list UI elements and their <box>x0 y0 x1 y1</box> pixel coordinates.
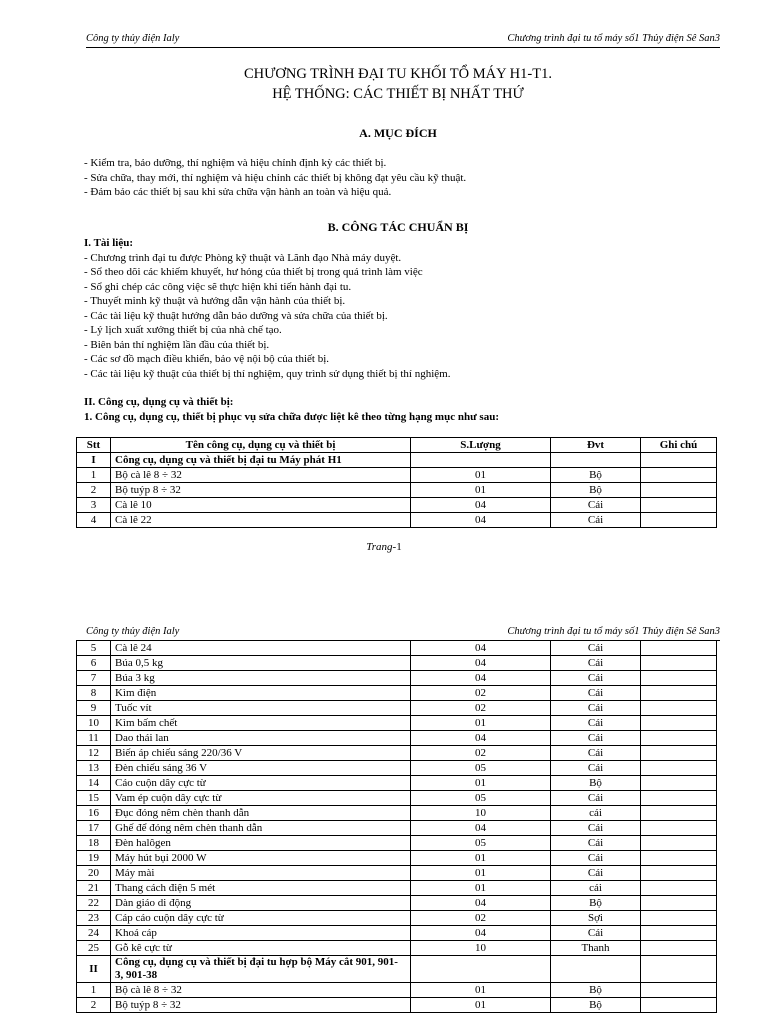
cell-unit <box>551 453 641 468</box>
list-item: - Các tài liệu kỹ thuật hướng dẫn bảo dưỡng và sửa chữa của thiết bị. <box>84 309 388 322</box>
cell-stt: 25 <box>77 941 111 956</box>
cell-name: Khoá cáp <box>111 926 411 941</box>
cell-stt: 2 <box>77 998 111 1013</box>
cell-note <box>641 926 717 941</box>
tools-table-page-2 <box>76 640 717 1013</box>
cell-unit: Cái <box>551 513 641 528</box>
cell-quantity: 04 <box>411 641 551 656</box>
column-header: S.Lượng <box>411 438 551 453</box>
cell-name: Bộ cà lê 8 ÷ 32 <box>111 983 411 998</box>
cell-name: Kìm bấm chết <box>111 716 411 731</box>
cell-note <box>641 701 717 716</box>
cell-unit: Bộ <box>551 998 641 1013</box>
cell-quantity: 04 <box>411 671 551 686</box>
table-row <box>77 483 717 498</box>
cell-quantity: 04 <box>411 731 551 746</box>
cell-quantity: 01 <box>411 983 551 998</box>
cell-note <box>641 716 717 731</box>
cell-note <box>641 731 717 746</box>
cell-stt: 2 <box>77 483 111 498</box>
cell-quantity: 04 <box>411 498 551 513</box>
cell-note <box>641 671 717 686</box>
cell-note <box>641 746 717 761</box>
cell-note <box>641 791 717 806</box>
tools-title: II. Công cụ, dụng cụ và thiết bị: <box>84 396 234 408</box>
cell-quantity: 05 <box>411 836 551 851</box>
documents-title: I. Tài liệu: <box>84 237 134 249</box>
cell-unit <box>551 956 641 983</box>
table-row <box>77 731 717 746</box>
cell-note <box>641 983 717 998</box>
tools-intro: 1. Công cụ, dụng cụ, thiết bị phục vụ sửa chữa được liệt kê theo từng hạng mục như sau: <box>84 410 499 423</box>
cell-name: Đục đóng nêm chèn thanh dẫn <box>111 806 411 821</box>
cell-quantity: 04 <box>411 513 551 528</box>
cell-stt: 15 <box>77 791 111 806</box>
cell-name: Máy mài <box>111 866 411 881</box>
section-a-list <box>84 156 720 200</box>
title-line-1: CHƯƠNG TRÌNH ĐẠI TU KHỐI TỔ MÁY H1-T1. <box>244 66 552 82</box>
cell-name: Công cụ, dụng cụ và thiết bị đại tu Máy phát H1 <box>111 453 411 468</box>
table-row <box>77 761 717 776</box>
cell-unit: Bộ <box>551 776 641 791</box>
cell-quantity: 05 <box>411 791 551 806</box>
page-header <box>86 626 720 641</box>
cell-name: Bộ tuýp 8 ÷ 32 <box>111 483 411 498</box>
table-row <box>77 998 717 1013</box>
table-row <box>77 716 717 731</box>
document-title <box>76 64 720 104</box>
header-company: Công ty thủy điện Ialy <box>86 626 180 637</box>
table-row <box>77 983 717 998</box>
cell-stt: 6 <box>77 656 111 671</box>
page-footer <box>0 541 768 553</box>
list-item: - Lý lịch xuất xưởng thiết bị của nhà chế tạo. <box>84 324 282 336</box>
cell-note <box>641 836 717 851</box>
table-row <box>77 851 717 866</box>
cell-quantity <box>411 956 551 983</box>
tools-table-page-1 <box>76 437 717 528</box>
column-header: Đvt <box>551 438 641 453</box>
list-item: - Thuyết minh kỹ thuật và hướng dẫn vận hành của thiết bị. <box>84 295 346 307</box>
cell-name: Tuốc vít <box>111 701 411 716</box>
table-row <box>77 701 717 716</box>
cell-stt: 19 <box>77 851 111 866</box>
section-a-heading: A. MỤC ĐÍCH <box>359 126 437 140</box>
cell-name: Công cụ, dụng cụ và thiết bị đại tu hợp bộ Máy cắt 901, 901-3, 901-38 <box>111 956 411 983</box>
cell-note <box>641 806 717 821</box>
cell-stt: 22 <box>77 896 111 911</box>
cell-unit: Cái <box>551 791 641 806</box>
table-row <box>77 836 717 851</box>
cell-name: Đèn halôgen <box>111 836 411 851</box>
column-header: Tên công cụ, dụng cụ và thiết bị <box>111 438 411 453</box>
cell-quantity: 04 <box>411 926 551 941</box>
cell-name: Cà lê 24 <box>111 641 411 656</box>
cell-quantity: 04 <box>411 821 551 836</box>
cell-note <box>641 866 717 881</box>
cell-note <box>641 453 717 468</box>
cell-name: Búa 0,5 kg <box>111 656 411 671</box>
table-row <box>77 498 717 513</box>
table-row <box>77 926 717 941</box>
cell-name: Dàn giáo di động <box>111 896 411 911</box>
table-row <box>77 468 717 483</box>
list-item: - Các tài liệu kỹ thuật của thiết bị thí nghiệm, quy trình sử dụng thiết bị thí nghiệm. <box>84 367 451 380</box>
table-row <box>77 791 717 806</box>
footer-label: Trang- <box>366 541 397 553</box>
cell-note <box>641 776 717 791</box>
list-item: - Sổ theo dõi các khiếm khuyết, hư hỏng của thiết bị trong quá trình làm việc <box>84 266 423 278</box>
cell-quantity: 10 <box>411 806 551 821</box>
cell-quantity: 01 <box>411 468 551 483</box>
table-row <box>77 746 717 761</box>
cell-quantity: 01 <box>411 716 551 731</box>
list-item: - Đảm bảo các thiết bị sau khi sửa chữa vận hành an toàn và hiệu quả. <box>84 186 392 198</box>
page-header <box>86 33 720 48</box>
table-row <box>77 656 717 671</box>
cell-unit: Bộ <box>551 896 641 911</box>
cell-note <box>641 513 717 528</box>
cell-unit: Cái <box>551 671 641 686</box>
cell-quantity: 10 <box>411 941 551 956</box>
cell-unit: Cái <box>551 866 641 881</box>
cell-quantity: 01 <box>411 851 551 866</box>
header-program: Chương trình đại tu tổ máy số1 Thủy điện Sê San3 <box>507 33 720 44</box>
cell-unit: cái <box>551 806 641 821</box>
cell-unit: Bộ <box>551 468 641 483</box>
cell-stt: 21 <box>77 881 111 896</box>
cell-unit: Bộ <box>551 983 641 998</box>
cell-stt: 17 <box>77 821 111 836</box>
cell-stt: 16 <box>77 806 111 821</box>
cell-note <box>641 896 717 911</box>
table-row <box>77 806 717 821</box>
list-item: - Chương trình đại tu được Phòng kỹ thuật và Lãnh đạo Nhà máy duyệt. <box>84 251 402 264</box>
cell-stt: 7 <box>77 671 111 686</box>
cell-stt: 1 <box>77 983 111 998</box>
cell-note <box>641 656 717 671</box>
column-header: Stt <box>77 438 111 453</box>
cell-note <box>641 851 717 866</box>
cell-quantity: 01 <box>411 866 551 881</box>
cell-quantity <box>411 453 551 468</box>
cell-name: Kìm điện <box>111 686 411 701</box>
cell-stt: 12 <box>77 746 111 761</box>
cell-quantity: 04 <box>411 656 551 671</box>
column-header: Ghi chú <box>641 438 717 453</box>
cell-quantity: 05 <box>411 761 551 776</box>
cell-note <box>641 498 717 513</box>
table-header-row <box>77 438 717 453</box>
header-program: Chương trình đại tu tổ máy số1 Thủy điện Sê San3 <box>507 626 720 637</box>
cell-stt: I <box>77 453 111 468</box>
cell-note <box>641 998 717 1013</box>
cell-quantity: 01 <box>411 998 551 1013</box>
cell-unit: Cái <box>551 498 641 513</box>
cell-quantity: 01 <box>411 881 551 896</box>
cell-name: Đèn chiếu sáng 36 V <box>111 761 411 776</box>
list-item: - Các sơ đồ mạch điều khiển, bảo vệ nội bộ của thiết bị. <box>84 353 330 365</box>
cell-stt: 23 <box>77 911 111 926</box>
table-row <box>77 513 717 528</box>
cell-stt: 10 <box>77 716 111 731</box>
cell-stt: 11 <box>77 731 111 746</box>
table-row <box>77 881 717 896</box>
cell-unit: Cái <box>551 761 641 776</box>
cell-unit: cái <box>551 881 641 896</box>
table-row <box>77 821 717 836</box>
cell-stt: 4 <box>77 513 111 528</box>
cell-unit: Cái <box>551 716 641 731</box>
cell-unit: Thanh <box>551 941 641 956</box>
table-group-row <box>77 956 717 983</box>
cell-unit: Cái <box>551 686 641 701</box>
table-row <box>77 776 717 791</box>
table-row <box>77 671 717 686</box>
cell-note <box>641 911 717 926</box>
cell-name: Ghế để đóng nêm chèn thanh dẫn <box>111 821 411 836</box>
cell-quantity: 02 <box>411 911 551 926</box>
cell-name: Máy hút bụi 2000 W <box>111 851 411 866</box>
cell-stt: 5 <box>77 641 111 656</box>
section-b-heading: B. CÔNG TÁC CHUẨN BỊ <box>327 220 469 234</box>
cell-note <box>641 641 717 656</box>
table-row <box>77 941 717 956</box>
cell-quantity: 01 <box>411 776 551 791</box>
cell-unit: Cái <box>551 746 641 761</box>
cell-unit: Cái <box>551 731 641 746</box>
cell-unit: Bộ <box>551 483 641 498</box>
cell-unit: Cái <box>551 851 641 866</box>
list-item: - Sổ ghi chép các công việc sẽ thực hiện khi tiến hành đại tu. <box>84 280 352 293</box>
cell-name: Búa 3 kg <box>111 671 411 686</box>
cell-unit: Cái <box>551 926 641 941</box>
cell-stt: 18 <box>77 836 111 851</box>
cell-stt: 20 <box>77 866 111 881</box>
cell-stt: 9 <box>77 701 111 716</box>
table-row <box>77 896 717 911</box>
cell-unit: Sợi <box>551 911 641 926</box>
cell-stt: 24 <box>77 926 111 941</box>
section-b-documents <box>84 236 720 381</box>
table-group-row <box>77 453 717 468</box>
cell-note <box>641 468 717 483</box>
cell-unit: Cái <box>551 641 641 656</box>
list-item: - Sửa chữa, thay mới, thí nghiệm và hiệu chỉnh các thiết bị không đạt yêu cầu kỹ thuật. <box>84 171 467 184</box>
cell-name: Gỗ kê cực từ <box>111 941 411 956</box>
cell-name: Dao thái lan <box>111 731 411 746</box>
title-line-2: HỆ THỐNG: CÁC THIẾT BỊ NHẤT THỨ <box>272 86 524 102</box>
cell-name: Biến áp chiếu sáng 220/36 V <box>111 746 411 761</box>
cell-note <box>641 761 717 776</box>
cell-unit: Cái <box>551 656 641 671</box>
table-row <box>77 911 717 926</box>
cell-stt: 3 <box>77 498 111 513</box>
cell-note <box>641 881 717 896</box>
cell-quantity: 01 <box>411 483 551 498</box>
cell-stt: 8 <box>77 686 111 701</box>
cell-name: Cáp cáo cuộn dây cực từ <box>111 911 411 926</box>
cell-stt: 13 <box>77 761 111 776</box>
cell-unit: Cái <box>551 821 641 836</box>
cell-unit: Cái <box>551 701 641 716</box>
cell-stt: II <box>77 956 111 983</box>
cell-name: Thang cách điện 5 mét <box>111 881 411 896</box>
cell-name: Bộ cà lê 8 ÷ 32 <box>111 468 411 483</box>
cell-stt: 1 <box>77 468 111 483</box>
cell-note <box>641 941 717 956</box>
cell-quantity: 04 <box>411 896 551 911</box>
footer-page-number: 1 <box>396 541 402 553</box>
cell-quantity: 02 <box>411 686 551 701</box>
cell-stt: 14 <box>77 776 111 791</box>
cell-name: Cáo cuộn dây cực từ <box>111 776 411 791</box>
header-company: Công ty thủy điện Ialy <box>86 33 180 44</box>
table-row <box>77 866 717 881</box>
page-2 <box>0 600 768 1024</box>
cell-quantity: 02 <box>411 701 551 716</box>
cell-name: Cà lê 22 <box>111 513 411 528</box>
cell-name: Bộ tuýp 8 ÷ 32 <box>111 998 411 1013</box>
cell-unit: Cái <box>551 836 641 851</box>
cell-name: Vam ép cuộn dây cực từ <box>111 791 411 806</box>
cell-note <box>641 821 717 836</box>
cell-note <box>641 956 717 983</box>
cell-note <box>641 686 717 701</box>
cell-name: Cà lê 10 <box>111 498 411 513</box>
table-row <box>77 686 717 701</box>
cell-quantity: 02 <box>411 746 551 761</box>
cell-note <box>641 483 717 498</box>
list-item: - Biên bản thí nghiệm lần đầu của thiết bị. <box>84 338 270 351</box>
section-b-tools <box>84 395 720 424</box>
list-item: - Kiểm tra, bảo dưỡng, thí nghiệm và hiệu chỉnh định kỳ các thiết bị. <box>84 157 387 169</box>
table-row <box>77 641 717 656</box>
